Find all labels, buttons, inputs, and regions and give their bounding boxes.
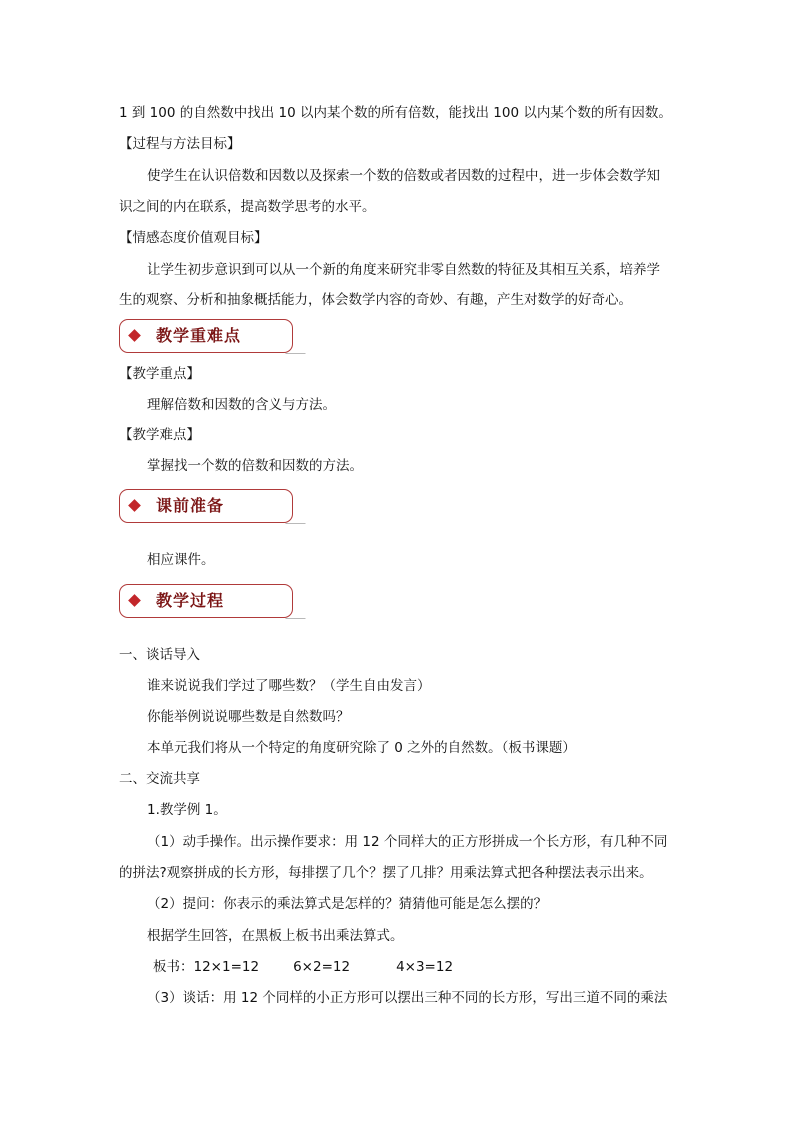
paragraph-line: （2）提问：你表示的乘法算式是怎样的？猜猜他可能是怎么摆的？	[147, 896, 548, 912]
paragraph-line: （1）动手操作。出示操作要求：用 12 个同样大的正方形拼成一个长方形，有几种不同	[147, 834, 668, 850]
banner-title: 教学重难点	[156, 326, 242, 345]
focus-heading: 【教学重点】	[119, 366, 200, 382]
board-equations	[153, 957, 453, 977]
paragraph-line: 谁来说说我们学过了哪些数？（学生自由发言）	[147, 678, 431, 694]
diamond-bullet-icon	[128, 499, 141, 512]
intro-line: 1 到 100 的自然数中找出 10 以内某个数的所有倍数，能找出 100 以内某个数的所有因数。	[119, 105, 672, 121]
emotion-heading: 【情感态度价值观目标】	[119, 230, 268, 246]
section2-heading: 二、交流共享	[119, 771, 200, 787]
paragraph-line: 1.教学例 1。	[147, 802, 227, 818]
paragraph-line: 掌握找一个数的倍数和因数的方法。	[147, 458, 363, 474]
board-equation: 12×1=12	[193, 959, 260, 975]
banner-decoration	[285, 513, 316, 524]
banner-title: 课前准备	[156, 496, 225, 515]
paragraph-line: 本单元我们将从一个特定的角度研究除了 0 之外的自然数。（板书课题）	[147, 740, 576, 756]
section-banner-preparation	[119, 489, 293, 523]
paragraph-line: 相应课件。	[147, 552, 215, 568]
paragraph-line: 使学生在认识倍数和因数以及探索一个数的倍数或者因数的过程中，进一步体会数学知	[147, 168, 660, 184]
section-banner-process	[119, 584, 293, 618]
diamond-bullet-icon	[128, 329, 141, 342]
board-equation: 4×3=12	[396, 959, 454, 975]
banner-decoration	[285, 608, 316, 619]
banner-title: 教学过程	[156, 591, 225, 610]
paragraph-line: 生的观察、分析和抽象概括能力，体会数学内容的奇妙、有趣，产生对数学的好奇心。	[119, 292, 632, 308]
paragraph-line: 理解倍数和因数的含义与方法。	[147, 397, 336, 413]
board-label: 板书：	[153, 959, 194, 975]
paragraph-line: 的拼法?观察拼成的长方形，每排摆了几个？摆了几排？用乘法算式把各种摆法表示出来。	[119, 865, 653, 881]
diamond-bullet-icon	[128, 594, 141, 607]
section1-heading: 一、谈话导入	[119, 647, 200, 663]
paragraph-line: 识之间的内在联系，提高数学思考的水平。	[119, 199, 376, 215]
banner-decoration	[285, 343, 316, 354]
paragraph-line: 根据学生回答，在黑板上板书出乘法算式。	[147, 928, 404, 944]
paragraph-line: （3）谈话：用 12 个同样的小正方形可以摆出三种不同的长方形，写出三道不同的乘法	[147, 990, 668, 1006]
process-method-heading: 【过程与方法目标】	[119, 136, 241, 152]
difficulty-heading: 【教学难点】	[119, 427, 200, 443]
paragraph-line: 你能举例说说哪些数是自然数吗？	[147, 709, 350, 725]
paragraph-line: 让学生初步意识到可以从一个新的角度来研究非零自然数的特征及其相互关系，培养学	[147, 262, 660, 278]
board-equation: 6×2=12	[293, 959, 351, 975]
section-banner-key-points	[119, 319, 293, 353]
